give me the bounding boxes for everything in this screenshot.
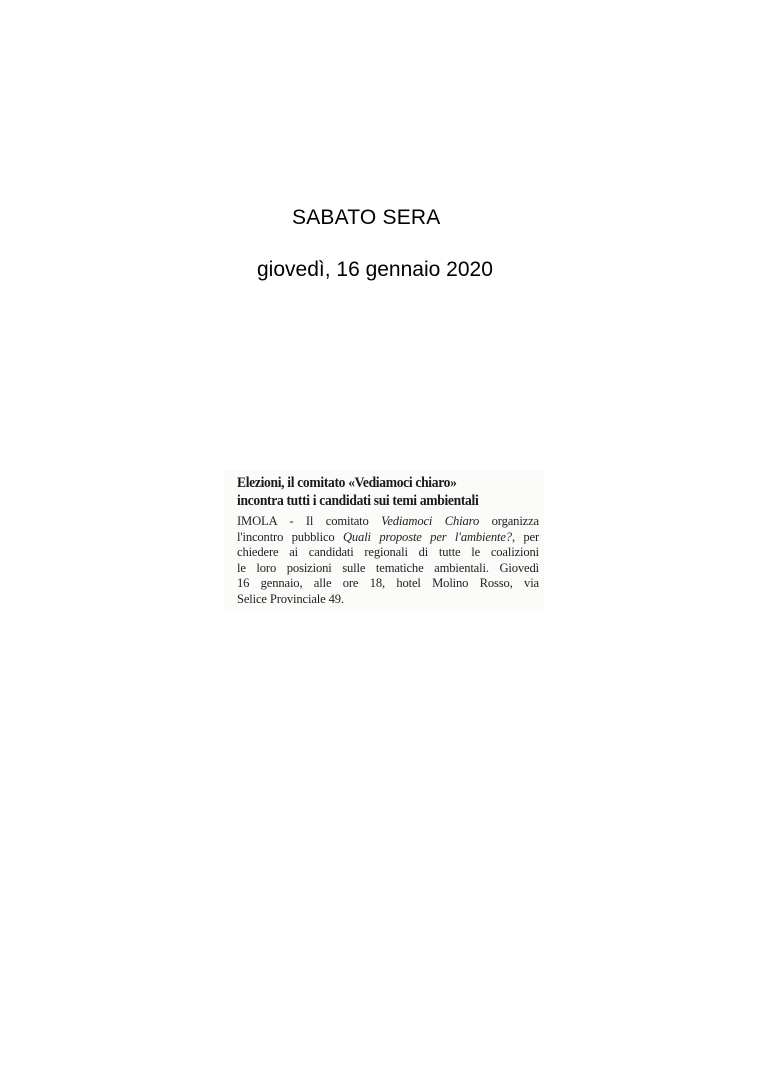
clipping-headline [237,474,518,510]
body-emphasis: Quali proposte per l'ambiente? [342,529,512,544]
headline-line-1: Elezioni, il comitato «Vediamoci chiaro» [237,475,457,491]
body-line-4: le loro posizioni sulle tematiche ambientali. Giovedì [237,560,539,575]
newspaper-clipping [224,470,544,612]
body-line-5: 16 gennaio, alle ore 18, hotel Molino Rosso, via [237,576,539,591]
body-line-6: Selice Provinciale 49. [237,591,344,606]
body-text: organizza [479,514,539,528]
publication-name: SABATO SERA [292,206,441,229]
body-text: l'incontro pubblico [237,529,343,544]
body-emphasis: Vediamoci Chiaro [381,514,480,528]
body-text: , per [511,529,539,544]
publication-date: giovedì, 16 gennaio 2020 [257,258,493,281]
body-line-2 [237,530,539,546]
clipping-body [237,514,539,608]
headline-line-2: incontra tutti i candidati sui temi ambientali [237,493,479,509]
body-text: IMOLA - Il comitato [237,514,382,528]
body-line-1 [237,514,539,530]
body-line-3: chiedere ai candidati regionali di tutte le coalizioni [237,545,539,560]
